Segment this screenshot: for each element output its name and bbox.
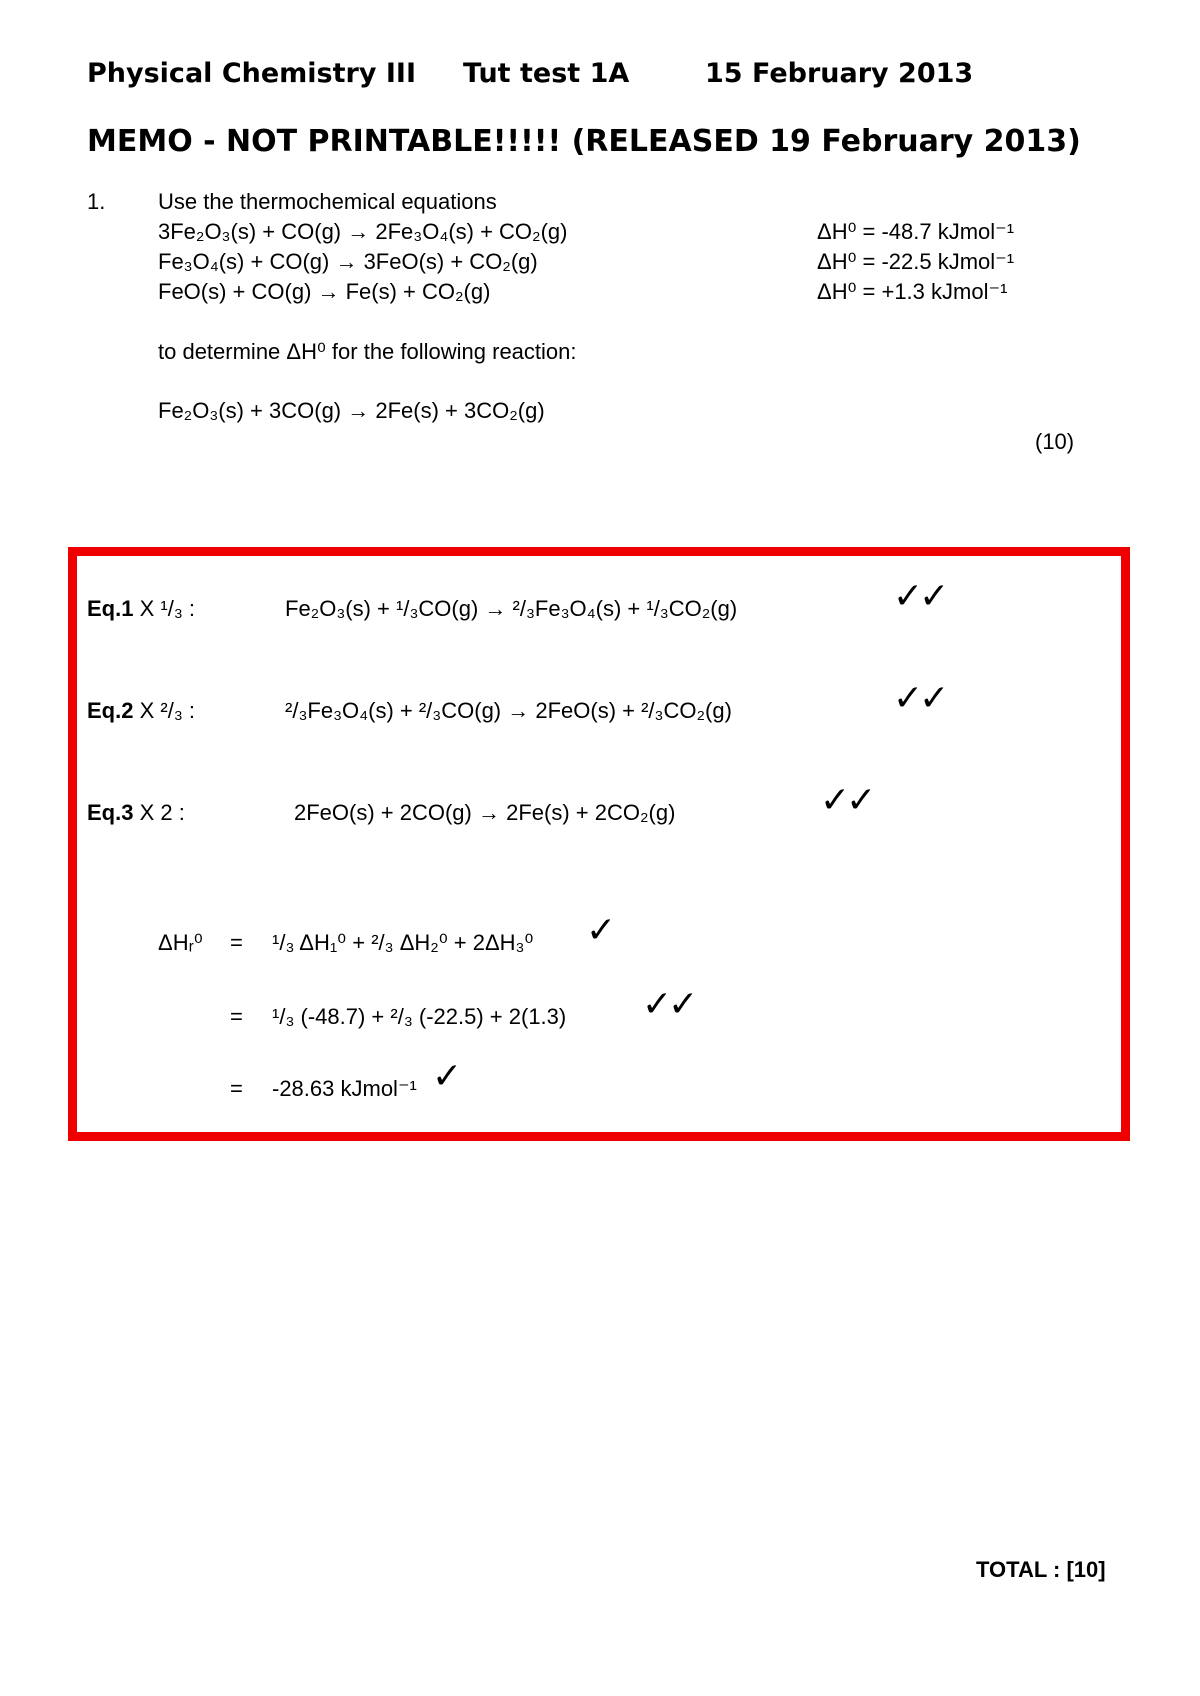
given-dh-2: ΔH⁰ = -22.5 kJmol⁻¹ [817,249,1015,274]
step-equation-3: 2FeO(s) + 2CO(g) → 2Fe(s) + 2CO₂(g) [294,800,676,825]
calc-result: -28.63 kJmol⁻¹ [272,1076,417,1101]
step-row-2 [87,698,195,724]
given-equation-1: 3Fe₂O₃(s) + CO(g) → 2Fe₃O₄(s) + CO₂(g) [158,219,568,244]
step-factor: X ²/₃ : [139,698,196,723]
question-intro: Use the thermochemical equations [158,189,497,214]
step-factor: X 2 : [139,800,185,825]
calc-line-1: ¹/₃ ΔH₁⁰ + ²/₃ ΔH₂⁰ + 2ΔH₃⁰ [272,930,534,955]
given-dh-1: ΔH⁰ = -48.7 kJmol⁻¹ [817,219,1015,244]
test-name: Tut test 1A [463,58,630,89]
step-label: Eq.2 [87,698,134,723]
calc-equals: = [230,930,243,955]
calc-line-2: ¹/₃ (-48.7) + ²/₃ (-22.5) + 2(1.3) [272,1004,567,1029]
memo-title: MEMO - NOT PRINTABLE!!!!! (RELEASED 19 February 2013) [87,124,1081,159]
question-marks: (10) [1035,429,1075,454]
given-equation-2: Fe₃O₄(s) + CO(g) → 3FeO(s) + CO₂(g) [158,249,538,274]
step-equation-1: Fe₂O₃(s) + ¹/₃CO(g) → ²/₃Fe₃O₄(s) + ¹/₃CO₂(g) [285,596,738,621]
total-marks: TOTAL : [10] [976,1557,1106,1582]
tick-mark-icon: ✓ [432,1056,459,1097]
tick-mark-icon: ✓✓ [820,780,873,821]
test-date: 15 February 2013 [705,58,974,89]
step-equation-2: ²/₃Fe₃O₄(s) + ²/₃CO(g) → 2FeO(s) + ²/₃CO₂(g) [285,698,732,723]
calc-equals: = [230,1076,243,1101]
tick-mark-icon: ✓✓ [893,576,946,617]
tick-mark-icon: ✓ [586,910,613,951]
answer-box [68,547,1130,1141]
calc-equals: = [230,1004,243,1029]
course-title: Physical Chemistry III [87,58,416,89]
tick-mark-icon: ✓✓ [893,678,946,719]
step-label: Eq.1 [87,596,134,621]
target-reaction: Fe₂O₃(s) + 3CO(g) → 2Fe(s) + 3CO₂(g) [158,398,545,423]
step-label: Eq.3 [87,800,134,825]
tick-mark-icon: ✓✓ [642,984,695,1025]
question-determine: to determine ΔH⁰ for the following reaction: [158,339,577,364]
step-row-3 [87,800,185,826]
given-dh-3: ΔH⁰ = +1.3 kJmol⁻¹ [817,279,1008,304]
question-number: 1. [87,189,106,214]
step-factor: X ¹/₃ : [139,596,196,621]
given-equation-3: FeO(s) + CO(g) → Fe(s) + CO₂(g) [158,279,491,304]
calc-lhs: ΔHᵣ⁰ [158,930,203,955]
step-row-1 [87,596,195,622]
